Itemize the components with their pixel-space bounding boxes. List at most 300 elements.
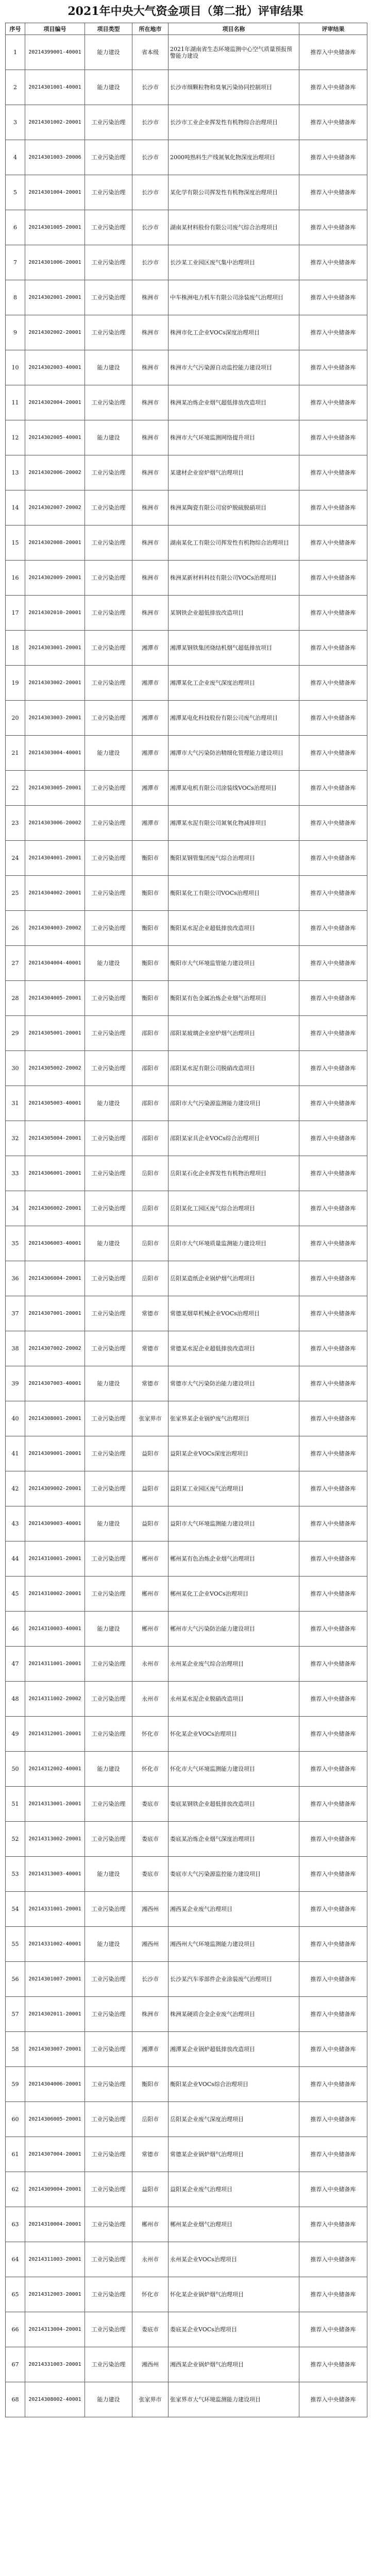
cell-project-name: 株洲市化工企业VOCs深度治理项目 [168,315,299,350]
cell-index: 20 [6,701,25,736]
table-row [6,1997,367,2032]
cell-city: 常德市 [132,1331,168,1366]
cell-city: 株洲市 [132,280,168,315]
cell-result: 推荐入中央储备库 [299,2137,367,2172]
cell-city: 株洲市 [132,526,168,561]
cell-index: 32 [6,1121,25,1156]
cell-result: 推荐入中央储备库 [299,1086,367,1121]
cell-result: 推荐入中央储备库 [299,736,367,771]
cell-city: 常德市 [132,2137,168,2172]
cell-result: 推荐入中央储备库 [299,1016,367,1051]
table-row [6,70,367,105]
cell-index: 3 [6,105,25,140]
cell-project-code: 20214301007-20001 [25,1962,85,1997]
cell-result: 推荐入中央储备库 [299,841,367,876]
cell-city: 郴州市 [132,2207,168,2242]
cell-result: 推荐入中央储备库 [299,911,367,946]
cell-project-code: 20214310001-20001 [25,1541,85,1577]
cell-index: 7 [6,245,25,280]
cell-index: 2 [6,70,25,105]
col-header-index: 序号 [6,23,25,35]
results-table-wrapper [5,23,367,2417]
cell-project-name: 岳阳某企业废气深度治理项目 [168,2102,299,2137]
cell-city: 衡阳市 [132,841,168,876]
cell-project-type: 工业污染治理 [85,140,132,175]
cell-city: 娄底市 [132,2312,168,2347]
cell-index: 26 [6,911,25,946]
cell-index: 66 [6,2312,25,2347]
cell-result: 推荐入中央储备库 [299,1962,367,1997]
cell-project-code: 20214301003-20006 [25,140,85,175]
cell-project-name: 常德某企业锅炉烟气治理项目 [168,2137,299,2172]
table-row [6,2312,367,2347]
cell-project-code: 20214309004-20001 [25,2172,85,2207]
cell-index: 1 [6,35,25,70]
cell-project-name: 某建材企业窑炉烟气治理项目 [168,455,299,490]
col-header-project-name: 项目名称 [168,23,299,35]
cell-project-type: 工业污染治理 [85,806,132,841]
cell-index: 39 [6,1366,25,1401]
cell-index: 59 [6,2067,25,2102]
cell-index: 17 [6,596,25,631]
table-row [6,561,367,596]
cell-city: 岳阳市 [132,1226,168,1261]
cell-city: 长沙市 [132,1962,168,1997]
cell-result: 推荐入中央储备库 [299,1226,367,1261]
cell-result: 推荐入中央储备库 [299,420,367,455]
cell-result: 推荐入中央储备库 [299,2242,367,2277]
cell-index: 19 [6,666,25,701]
cell-project-type: 工业污染治理 [85,1296,132,1331]
cell-project-code: 20214309003-40001 [25,1506,85,1541]
cell-project-name: 湘潭某钢铁集团烧结机烟气超低排放项目 [168,631,299,666]
cell-city: 张家界市 [132,2382,168,2417]
table-row [6,1016,367,1051]
cell-project-type: 能力建设 [85,1612,132,1647]
cell-index: 28 [6,981,25,1016]
cell-project-type: 工业污染治理 [85,2207,132,2242]
cell-project-code: 20214305003-40001 [25,1086,85,1121]
cell-project-type: 工业污染治理 [85,1717,132,1752]
cell-project-code: 20214304001-20001 [25,841,85,876]
cell-index: 14 [6,490,25,526]
cell-project-name: 郴州市大气污染防治能力建设项目 [168,1612,299,1647]
table-row [6,420,367,455]
cell-project-code: 20214302009-20001 [25,561,85,596]
table-row [6,455,367,490]
cell-city: 湘潭市 [132,736,168,771]
cell-project-code: 20214301005-20001 [25,210,85,245]
cell-project-name: 湘西某企业废气治理项目 [168,1892,299,1927]
table-row [6,526,367,561]
table-row [6,1612,367,1647]
cell-index: 33 [6,1156,25,1191]
cell-result: 推荐入中央储备库 [299,1682,367,1717]
table-row [6,1436,367,1471]
cell-result: 推荐入中央储备库 [299,315,367,350]
cell-project-name: 益阳市大气环境监测能力建设项目 [168,1506,299,1541]
col-header-city: 所在地市 [132,23,168,35]
cell-city: 株洲市 [132,490,168,526]
cell-city: 衡阳市 [132,2067,168,2102]
cell-index: 47 [6,1647,25,1682]
table-header-row [6,23,367,35]
cell-project-type: 工业污染治理 [85,981,132,1016]
cell-index: 11 [6,385,25,420]
cell-result: 推荐入中央储备库 [299,70,367,105]
cell-result: 推荐入中央储备库 [299,631,367,666]
table-row [6,876,367,911]
cell-project-code: 20214302004-20001 [25,385,85,420]
cell-project-name: 怀化市大气环境监测能力建设项目 [168,1752,299,1787]
cell-result: 推荐入中央储备库 [299,1051,367,1086]
cell-project-type: 工业污染治理 [85,105,132,140]
table-row [6,1857,367,1892]
table-row [6,280,367,315]
cell-project-code: 20214305004-20001 [25,1121,85,1156]
table-row [6,490,367,526]
cell-project-code: 20214302007-20002 [25,490,85,526]
cell-result: 推荐入中央储备库 [299,2312,367,2347]
cell-project-type: 能力建设 [85,1752,132,1787]
table-row [6,1471,367,1506]
cell-project-type: 能力建设 [85,70,132,105]
cell-result: 推荐入中央储备库 [299,1156,367,1191]
cell-index: 41 [6,1436,25,1471]
cell-project-name: 邵阳某水泥有限公司脱硝改造项目 [168,1051,299,1086]
table-row [6,105,367,140]
cell-project-type: 能力建设 [85,1366,132,1401]
cell-project-code: 20214302006-20002 [25,455,85,490]
cell-project-name: 株洲市大气环境监测网络提升项目 [168,420,299,455]
cell-result: 推荐入中央储备库 [299,385,367,420]
cell-index: 65 [6,2277,25,2312]
cell-project-code: 20214311003-20001 [25,2242,85,2277]
cell-result: 推荐入中央储备库 [299,280,367,315]
cell-project-type: 能力建设 [85,736,132,771]
table-row [6,1892,367,1927]
cell-index: 48 [6,1682,25,1717]
cell-index: 36 [6,1261,25,1296]
cell-index: 12 [6,420,25,455]
cell-city: 益阳市 [132,1471,168,1506]
table-row [6,1541,367,1577]
cell-project-type: 工业污染治理 [85,876,132,911]
cell-project-type: 能力建设 [85,1857,132,1892]
cell-city: 株洲市 [132,315,168,350]
cell-index: 8 [6,280,25,315]
cell-project-type: 工业污染治理 [85,561,132,596]
cell-project-name: 衡阳某有色金属冶炼企业烟气治理项目 [168,981,299,1016]
cell-project-code: 20214311002-20002 [25,1682,85,1717]
table-row [6,315,367,350]
cell-project-name: 衡阳某企业VOCs综合治理项目 [168,2067,299,2102]
cell-project-code: 20214303002-20001 [25,666,85,701]
cell-project-name: 某化学有限公司挥发性有机物深度治理项目 [168,175,299,210]
table-row [6,806,367,841]
cell-project-name: 邵阳某家具企业VOCs综合治理项目 [168,1121,299,1156]
table-row [6,736,367,771]
cell-index: 44 [6,1541,25,1577]
cell-result: 推荐入中央储备库 [299,1506,367,1541]
cell-project-type: 工业污染治理 [85,526,132,561]
table-row [6,1331,367,1366]
cell-project-type: 工业污染治理 [85,1331,132,1366]
cell-project-code: 20214313003-40001 [25,1857,85,1892]
cell-index: 56 [6,1962,25,1997]
table-row [6,1822,367,1857]
table-row [6,2277,367,2312]
cell-city: 张家界市 [132,1401,168,1436]
cell-project-code: 20214303003-20001 [25,701,85,736]
cell-result: 推荐入中央储备库 [299,2277,367,2312]
cell-result: 推荐入中央储备库 [299,946,367,981]
cell-project-type: 工业污染治理 [85,1892,132,1927]
cell-project-name: 株洲市大气污染源自动监控能力建设项目 [168,350,299,385]
cell-result: 推荐入中央储备库 [299,210,367,245]
cell-result: 推荐入中央储备库 [299,876,367,911]
cell-result: 推荐入中央储备库 [299,1997,367,2032]
col-header-project-code: 项目编号 [25,23,85,35]
cell-project-code: 20214312001-20001 [25,1717,85,1752]
cell-project-code: 20214310004-20001 [25,2207,85,2242]
cell-project-type: 工业污染治理 [85,771,132,806]
cell-index: 6 [6,210,25,245]
cell-result: 推荐入中央储备库 [299,1471,367,1506]
cell-result: 推荐入中央储备库 [299,2207,367,2242]
cell-project-name: 怀化某企业锅炉烟气治理项目 [168,2277,299,2312]
cell-project-name: 株洲某陶瓷有限公司窑炉脱硫脱硝项目 [168,490,299,526]
cell-project-code: 20214308002-40001 [25,2382,85,2417]
cell-project-name: 邵阳市大气污染源监测能力建设项目 [168,1086,299,1121]
cell-project-code: 20214304003-20002 [25,911,85,946]
cell-result: 推荐入中央储备库 [299,455,367,490]
cell-result: 推荐入中央储备库 [299,1366,367,1401]
cell-city: 邵阳市 [132,1086,168,1121]
cell-project-name: 邵阳某玻璃企业窑炉烟气治理项目 [168,1016,299,1051]
cell-project-type: 工业污染治理 [85,1577,132,1612]
cell-result: 推荐入中央储备库 [299,1401,367,1436]
cell-project-type: 工业污染治理 [85,2032,132,2067]
cell-result: 推荐入中央储备库 [299,2067,367,2102]
cell-city: 岳阳市 [132,1191,168,1226]
cell-result: 推荐入中央储备库 [299,1822,367,1857]
cell-index: 30 [6,1051,25,1086]
cell-project-name: 衡阳某化工有限公司VOCs治理项目 [168,876,299,911]
cell-project-code: 20214399001-40001 [25,35,85,70]
cell-project-name: 2000吨熟料生产线氮氧化物深度治理项目 [168,140,299,175]
table-body [6,35,367,2417]
table-row [6,1401,367,1436]
cell-city: 株洲市 [132,455,168,490]
cell-project-code: 20214313004-20001 [25,2312,85,2347]
cell-result: 推荐入中央储备库 [299,666,367,701]
table-row [6,2067,367,2102]
table-row [6,1787,367,1822]
cell-project-type: 工业污染治理 [85,2067,132,2102]
cell-project-name: 郴州某企业烟气治理项目 [168,2207,299,2242]
cell-project-code: 20214303004-40001 [25,736,85,771]
cell-project-type: 工业污染治理 [85,1156,132,1191]
cell-city: 株洲市 [132,596,168,631]
cell-project-name: 湘潭某电化科技股份有限公司废气治理项目 [168,701,299,736]
table-row [6,140,367,175]
cell-project-code: 20214302005-40001 [25,420,85,455]
cell-city: 益阳市 [132,1506,168,1541]
cell-result: 推荐入中央储备库 [299,1436,367,1471]
cell-result: 推荐入中央储备库 [299,1296,367,1331]
cell-project-code: 20214305001-20001 [25,1016,85,1051]
table-row [6,2242,367,2277]
cell-city: 株洲市 [132,1997,168,2032]
cell-project-name: 岳阳某造纸企业锅炉烟气治理项目 [168,1261,299,1296]
table-row [6,1647,367,1682]
cell-project-name: 娄底某冶炼企业烟气深度治理项目 [168,1822,299,1857]
cell-result: 推荐入中央储备库 [299,1717,367,1752]
cell-project-name: 湖南某化工有限公司挥发性有机物综合治理项目 [168,526,299,561]
cell-city: 岳阳市 [132,1156,168,1191]
cell-index: 40 [6,1401,25,1436]
cell-index: 61 [6,2137,25,2172]
table-row [6,1121,367,1156]
cell-project-name: 郴州某化工企业VOCs治理项目 [168,1577,299,1612]
table-row [6,1226,367,1261]
table-row [6,1962,367,1997]
cell-city: 株洲市 [132,420,168,455]
cell-project-code: 20214302010-20001 [25,596,85,631]
cell-result: 推荐入中央储备库 [299,140,367,175]
cell-index: 9 [6,315,25,350]
cell-project-type: 工业污染治理 [85,1051,132,1086]
cell-index: 42 [6,1471,25,1506]
cell-city: 湘西州 [132,1927,168,1962]
cell-project-name: 衡阳某钢管集团废气综合治理项目 [168,841,299,876]
cell-project-type: 能力建设 [85,1086,132,1121]
table-row [6,596,367,631]
cell-city: 常德市 [132,1296,168,1331]
table-row [6,981,367,1016]
cell-city: 邵阳市 [132,1051,168,1086]
cell-city: 湘潭市 [132,806,168,841]
cell-project-code: 20214313001-20001 [25,1787,85,1822]
cell-project-name: 长沙市细颗粒物和臭氧污染协同控制项目 [168,70,299,105]
cell-city: 怀化市 [132,1752,168,1787]
cell-project-code: 20214304002-20001 [25,876,85,911]
cell-project-code: 20214311001-20001 [25,1647,85,1682]
table-row [6,1086,367,1121]
cell-project-type: 工业污染治理 [85,2242,132,2277]
cell-result: 推荐入中央储备库 [299,1892,367,1927]
cell-project-name: 湘西州大气环境监测能力建设项目 [168,1927,299,1962]
cell-project-type: 工业污染治理 [85,1401,132,1436]
cell-project-name: 岳阳某石化企业挥发性有机物治理项目 [168,1156,299,1191]
cell-project-name: 长沙某工业园区废气集中治理项目 [168,245,299,280]
cell-result: 推荐入中央储备库 [299,1752,367,1787]
cell-project-type: 工业污染治理 [85,841,132,876]
table-row [6,701,367,736]
table-row [6,2032,367,2067]
cell-project-code: 20214307001-20001 [25,1296,85,1331]
cell-project-code: 20214303007-20001 [25,2032,85,2067]
cell-project-name: 常德某烟草机械企业VOCs治理项目 [168,1296,299,1331]
cell-result: 推荐入中央储备库 [299,1577,367,1612]
cell-index: 60 [6,2102,25,2137]
cell-project-code: 20214331002-40001 [25,1927,85,1962]
cell-project-type: 工业污染治理 [85,385,132,420]
table-row [6,771,367,806]
cell-project-code: 20214304006-20001 [25,2067,85,2102]
cell-city: 郴州市 [132,1577,168,1612]
table-row [6,350,367,385]
cell-project-code: 20214312002-40001 [25,1752,85,1787]
table-row [6,1296,367,1331]
cell-project-type: 工业污染治理 [85,911,132,946]
cell-project-type: 能力建设 [85,2382,132,2417]
cell-project-name: 长沙某汽车零部件企业涂装废气治理项目 [168,1962,299,1997]
cell-result: 推荐入中央储备库 [299,1261,367,1296]
cell-index: 21 [6,736,25,771]
cell-index: 24 [6,841,25,876]
table-row [6,631,367,666]
cell-project-code: 20214303005-20001 [25,771,85,806]
cell-project-code: 20214313002-20001 [25,1822,85,1857]
cell-project-name: 娄底市大气污染源监控能力建设项目 [168,1857,299,1892]
cell-project-type: 工业污染治理 [85,2312,132,2347]
cell-index: 34 [6,1191,25,1226]
cell-project-type: 工业污染治理 [85,631,132,666]
cell-city: 娄底市 [132,1857,168,1892]
cell-result: 推荐入中央储备库 [299,981,367,1016]
cell-project-type: 工业污染治理 [85,2277,132,2312]
cell-project-name: 娄底某企业VOCs治理项目 [168,2312,299,2347]
cell-project-type: 工业污染治理 [85,1962,132,1997]
cell-project-name: 湘西某企业锅炉烟气治理项目 [168,2347,299,2382]
cell-project-code: 20214307002-20002 [25,1331,85,1366]
cell-city: 邵阳市 [132,1121,168,1156]
cell-project-code: 20214302008-20001 [25,526,85,561]
cell-city: 郴州市 [132,1541,168,1577]
cell-project-type: 工业污染治理 [85,2102,132,2137]
table-row [6,911,367,946]
cell-project-type: 工业污染治理 [85,701,132,736]
cell-project-type: 工业污染治理 [85,280,132,315]
cell-project-type: 工业污染治理 [85,1822,132,1857]
cell-city: 益阳市 [132,2172,168,2207]
cell-index: 35 [6,1226,25,1261]
cell-result: 推荐入中央储备库 [299,806,367,841]
cell-result: 推荐入中央储备库 [299,2102,367,2137]
table-row [6,2347,367,2382]
cell-project-type: 能力建设 [85,1927,132,1962]
cell-project-name: 湘潭市大气污染防治精细化管理能力建设项目 [168,736,299,771]
cell-index: 5 [6,175,25,210]
cell-index: 4 [6,140,25,175]
cell-project-code: 20214301002-20001 [25,105,85,140]
cell-city: 衡阳市 [132,911,168,946]
cell-project-name: 张家界某企业锅炉废气治理项目 [168,1401,299,1436]
cell-result: 推荐入中央储备库 [299,771,367,806]
table-row [6,1577,367,1612]
cell-project-code: 20214302002-20001 [25,315,85,350]
cell-result: 推荐入中央储备库 [299,2347,367,2382]
table-row [6,385,367,420]
cell-result: 推荐入中央储备库 [299,2382,367,2417]
cell-result: 推荐入中央储备库 [299,1857,367,1892]
cell-city: 衡阳市 [132,981,168,1016]
table-row [6,2172,367,2207]
cell-project-name: 衡阳市大气环境监管能力建设项目 [168,946,299,981]
col-header-result: 评审结果 [299,23,367,35]
